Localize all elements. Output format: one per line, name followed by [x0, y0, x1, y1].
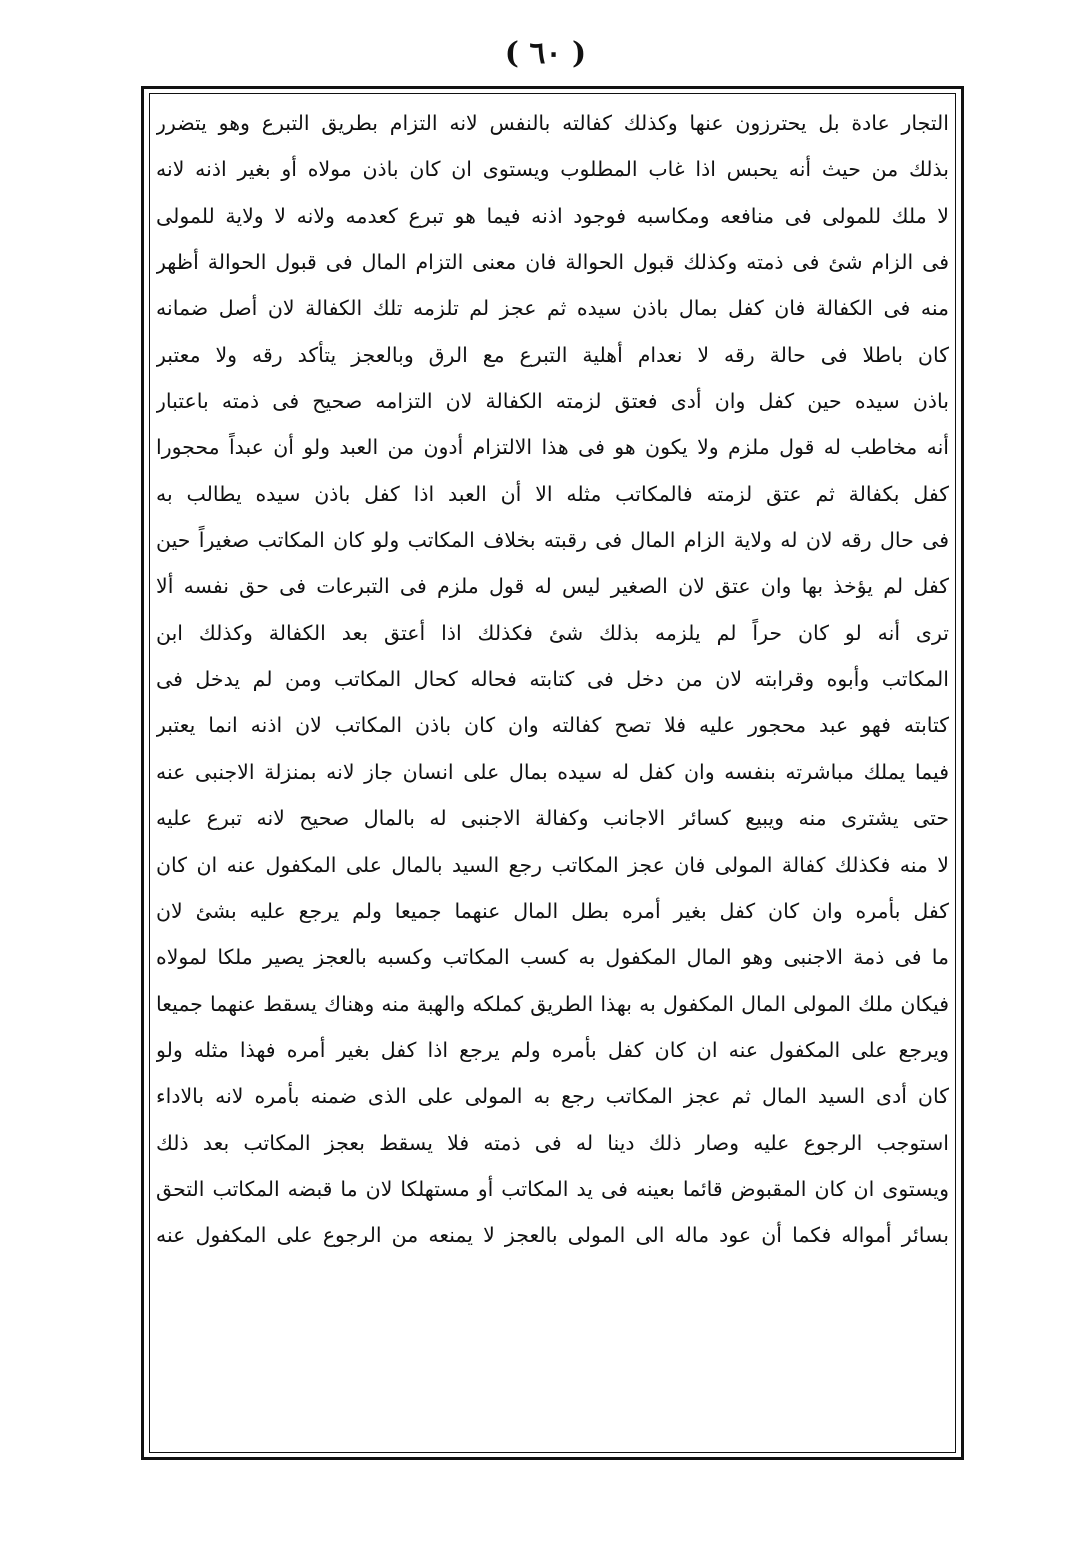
text-line: فيما يملك مباشرته بنفسه وان كفل له سيده بمال على انسان جاز لانه بمنزلة الاجنبى عنه [156, 759, 949, 784]
text-line: التجار عادة بل يحترزون عنها وكذلك كفالته بالنفس لانه التزام بطريق التبرع وهو يتضرر [156, 111, 949, 135]
text-line: ويرجع على المكفول عنه ان كان كفل بأمره ولم يرجع اذا كفل بغير أمره فهذا مثله ولو [156, 1037, 949, 1062]
text-line: منه فى الكفالة فان كفل بمال باذن سيده ثم عجز لم تلزمه تلك الكفالة لان أصل ضمانه [156, 296, 949, 321]
text-line: ويستوى ان كان المقبوض قائما بعينه فى يد المكاتب أو مستهلكا لان ما قبضه المكاتب التحق [156, 1176, 949, 1201]
text-line: لا منه فكذلك كفالة المولى فان عجز المكاتب رجع السيد بالمال على المكفول عنه ان كان [156, 852, 949, 877]
text-line: كان أدى السيد المال ثم عجز المكاتب رجع به المولى على الذى ضمنه بأمره لانه بالاداء [156, 1084, 949, 1109]
text-line: فيكان ملك المولى المال المكفول به بهذا الطريق كملكه والهبة منه وهناك يسقط عنهما جميعا [156, 991, 949, 1016]
text-line: باذن سيده حين كفل وان أدى فعتق لزمته الكفالة لان التزامه صحيح فى ذمته باعتبار [156, 389, 949, 414]
text-line: فى الزام شئ فى ذمته وكذلك قبول الحوالة فان معنى التزام المال فى قبول الحوالة أظهر [156, 250, 949, 275]
text-line: فى حال رقه لان له ولاية الزام المال فى رقبته بخلاف المكاتب ولو كان المكاتب صغيراً حين [156, 528, 949, 553]
text-line: كان باطلا فى حالة رقه لا نعدام أهلية التبرع مع الرق وبالعجز يتأكد رقه ولا معتبر [156, 342, 949, 367]
text-line: أنه مخاطب له قول ملزم ولا يكون هو فى هذا الالتزام أدون من العبد ولو أن عبداً محجورا [156, 435, 949, 460]
text-line: كفل لم يؤخذ بها وان عتق لان الصغير ليس له قول ملزم فى التبرعات فى حق نفسه ألا [156, 574, 949, 599]
text-line: لا ملك للمولى فى منافعه ومكاسبه فوجود اذنه فيما هو تبرع كعدمه ولانه لا ولاية للمولى [156, 203, 949, 228]
text-line: حتى يشترى منه ويبيع كسائر الاجانب وكفالة الاجنبى له بالمال صحيح لانه تبرع عليه [156, 806, 949, 831]
text-line: بذلك من حيث أنه يحبس اذا غاب المطلوب ويستوى ان كان باذن مولاه أو بغير اذنه لانه [156, 157, 949, 182]
text-line: كفل بأمره وان كان كفل بغير أمره بطل المال عنهما جميعا ولم يرجع عليه بشئ لان [156, 898, 949, 923]
text-line: استوجب الرجوع عليه وصار ذلك دينا له فى ذمته فلا يسقط بعجز المكاتب بعد ذلك [156, 1130, 949, 1155]
page-number: ( ٦٠ ) [504, 36, 587, 71]
text-line: كفل بكفالة ثم عتق لزمته فالمكاتب مثله الا أن العبد اذا كفل باذن سيده يطالب به [156, 481, 949, 506]
text-line: ما فى ذمة الاجنبى وهو المال المكفول به كسب المكاتب وكسبه بالعجز يصير ملكا لمولاه [156, 945, 949, 970]
text-line: كتابته فهو عبد محجور عليه فلا تصح كفالته وان كان باذن المكاتب لان اذنه انما يعتبر [156, 713, 949, 738]
text-line: ترى أنه لو كان حراً لم يلزمه بذلك شئ فكذلك اذا أعتق بعد الكفالة وكذلك ابن [156, 620, 949, 645]
text-line: المكاتب وأبوه وقرابته لان من دخل فى كتابته فحاله كحال المكاتب ومن لم يدخل فى [156, 667, 949, 692]
text-line: بسائر أمواله فكما أن عود ماله الى المولى بالعجز لا يمنعه من الرجوع على المكفول عنه [156, 1223, 949, 1248]
body-text [156, 100, 949, 1444]
